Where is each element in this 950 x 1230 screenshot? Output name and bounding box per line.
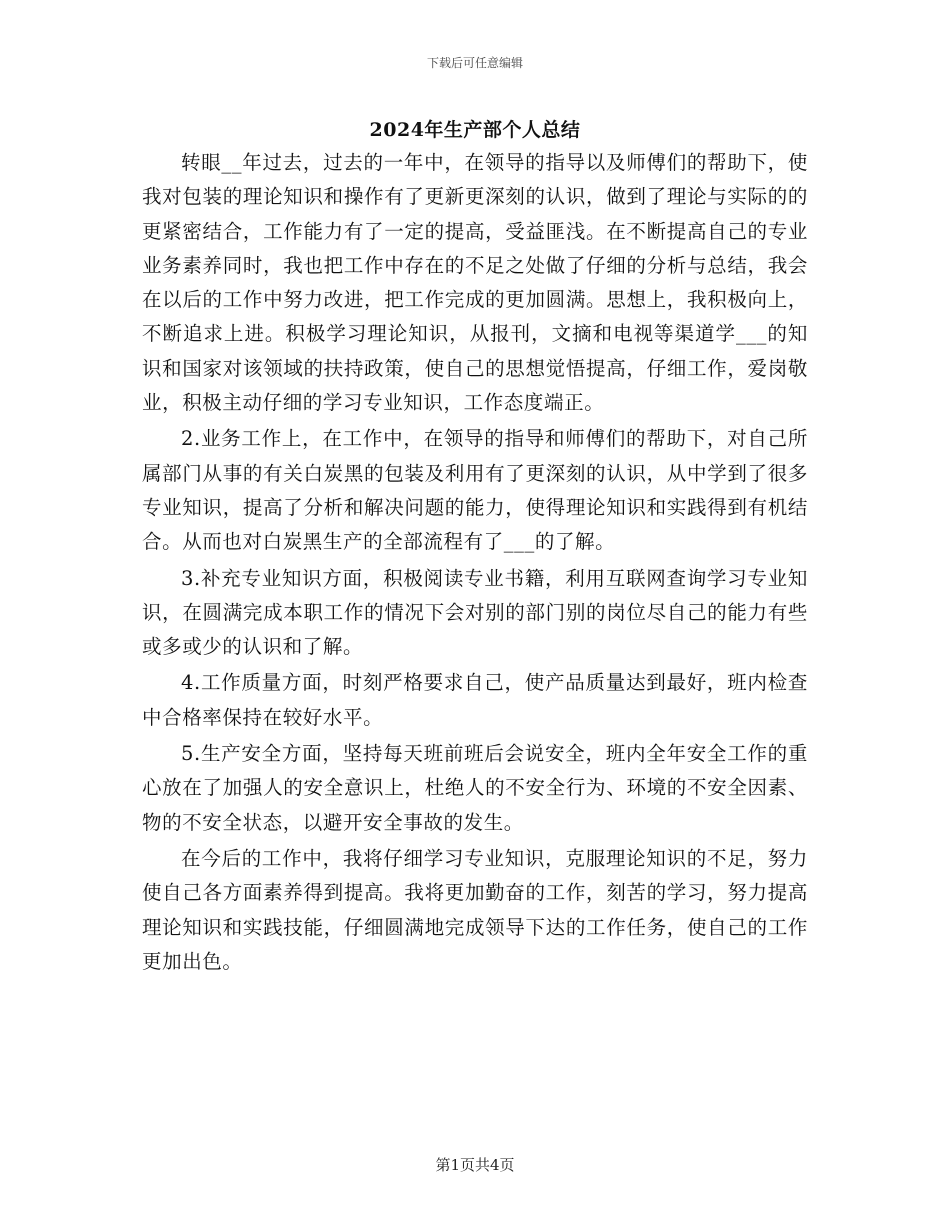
paragraph: 在今后的工作中，我将仔细学习专业知识，克服理论知识的不足，努力使自己各方面素养得到提高。我将更加勤奋的工作，刻苦的学习，努力提高理论知识和实践技能，仔细圆满地完成领导下达的工作任务，使自己的工作更加出色。 <box>142 846 808 973</box>
paragraph: 4.工作质量方面，时刻严格要求自己，使产品质量达到最好，班内检查中合格率保持在较好水平。 <box>142 671 808 729</box>
document-body <box>142 146 808 981</box>
paragraph: 2.业务工作上，在工作中，在领导的指导和师傅们的帮助下，对自己所属部门从事的有关白炭黑的包装及利用有了更深刻的认识，从中学到了很多专业知识，提高了分析和解决问题的能力，使得理论知识和实践得到有机结合。从而也对白炭黑生产的全部流程有了___的了解。 <box>142 427 808 554</box>
document-title: 2024年生产部个人总结 <box>369 119 581 141</box>
paragraph: 3.补充专业知识方面，积极阅读专业书籍，利用互联网查询学习专业知识，在圆满完成本职工作的情况下会对别的部门别的岗位尽自己的能力有些或多或少的认识和了解。 <box>142 566 808 659</box>
page-indicator: 第1页共4页 <box>435 1156 515 1174</box>
paragraph: 转眼__年过去，过去的一年中，在领导的指导以及师傅们的帮助下，使我对包装的理论知识和操作有了更新更深刻的认识，做到了理论与实际的的更紧密结合，工作能力有了一定的提高，受益匪浅。在不断提高自己的专业业务素养同时，我也把工作中存在的不足之处做了仔细的分析与总结，我会在以后的工作中努力改进，把工作完成的更加圆满。思想上，我积极向上，不断追求上进。积极学习理论知识，从报刊，文摘和电视等渠道学___的知识和国家对该领域的扶持政策，使自己的思想觉悟提高，仔细工作，爱岗敬业，积极主动仔细的学习专业知识，工作态度端正。 <box>142 151 808 415</box>
header-note: 下载后可任意编辑 <box>426 56 523 70</box>
paragraph: 5.生产安全方面，坚持每天班前班后会说安全，班内全年安全工作的重心放在了加强人的安全意识上，杜绝人的不安全行为、环境的不安全因素、物的不安全状态，以避开安全事故的发生。 <box>142 742 808 834</box>
